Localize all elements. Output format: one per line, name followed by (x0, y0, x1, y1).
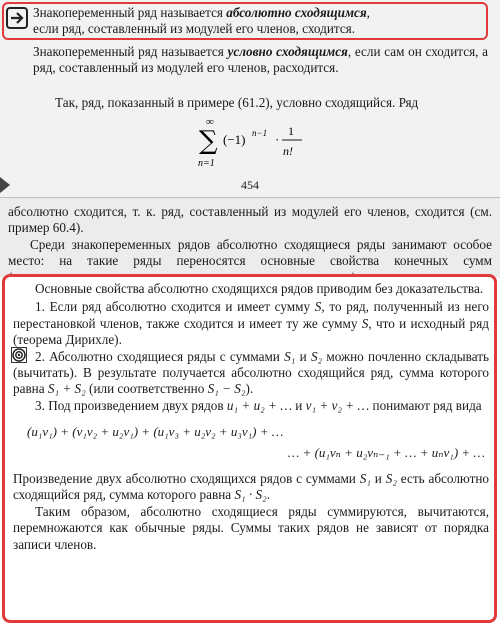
svg-text:n!: n! (283, 144, 293, 158)
conditional-convergence-definition: Знакопеременный ряд называется условно сходящимся, если сам он сходится, а ряд, составленный из модулей его членов, расходится. (33, 44, 488, 76)
svg-text:1: 1 (288, 124, 294, 138)
final-paragraph: Таким образом, абсолютно сходящиеся ряды суммируются, вычитаются, перемножаются как обычные ряды. Суммы таких рядов не зависят от порядка записи членов. (13, 503, 489, 552)
properties-content (13, 281, 489, 553)
svg-text:n=1: n=1 (198, 158, 215, 169)
product-formula-line-1: (u₁v₁) + (v₁v₂ + u₂v₁) + (u₁v₃ + u₂v₂ + u₃v₁) + … (27, 424, 284, 440)
middle-panel (0, 198, 500, 278)
product-formula-line-2: … + (u₁vₙ + u₂vₙ₋₁ + … + uₙv₁) + … (287, 444, 485, 460)
properties-box (2, 274, 497, 623)
property-1: 1. Если ряд абсолютно сходится и имеет сумму S, то ряд, полученный из него перестановкой членов, также сходится и имеет ту же сумму S, что и исходный ряд (теорема Дирихле). (13, 299, 489, 348)
top-panel (0, 0, 500, 198)
example-paragraph: Так, ряд, показанный в примере (61.2), условно сходящийся. Ряд (55, 95, 419, 110)
series-formula (196, 116, 316, 170)
svg-text:∞: ∞ (206, 116, 214, 128)
svg-text:(−1): (−1) (223, 132, 246, 147)
product-conclusion: Произведение двух абсолютно сходящихся рядов с суммами S₁ и S₂ есть абсолютно сходящийся ряд, сумма которого равна S₁ · S₂. (13, 471, 490, 503)
svg-text:∑: ∑ (199, 126, 218, 156)
page-number: 454 (241, 178, 259, 192)
svg-text:·: · (275, 132, 280, 147)
arrow-right-icon[interactable] (6, 7, 28, 29)
middle-paragraph-1: абсолютно сходится, т. к. ряд, составленный из модулей его членов, сходится (см. пример 60.4). (8, 204, 492, 236)
middle-paragraph-2: Среди знакопеременных рядов абсолютно сходящиеся ряды занимают особое место: на такие ряды переносятся основные свойства конечных сумм (8, 237, 492, 269)
property-2: 2. Абсолютно сходящиеся ряды с суммами S₁ и S₂ можно почленно складывать (вычитать). В результате получается абсолютно сходящийся ряд, сумма которого равна S₁ + S₂ (или соответственно S₁ − S₂). (13, 348, 489, 397)
svg-text:n−1: n−1 (252, 128, 268, 138)
absolute-convergence-definition: Знакопеременный ряд называется абсолютно сходящимся, если ряд, составленный из модулей его членов, сходится. (33, 5, 370, 37)
properties-intro: Основные свойства абсолютно сходящихся рядов приводим без доказательства. (35, 281, 484, 296)
property-3: 3. Под произведением двух рядов u₁ + u₂ + … и v₁ + v₂ + … понимают ряд вида (35, 397, 482, 413)
